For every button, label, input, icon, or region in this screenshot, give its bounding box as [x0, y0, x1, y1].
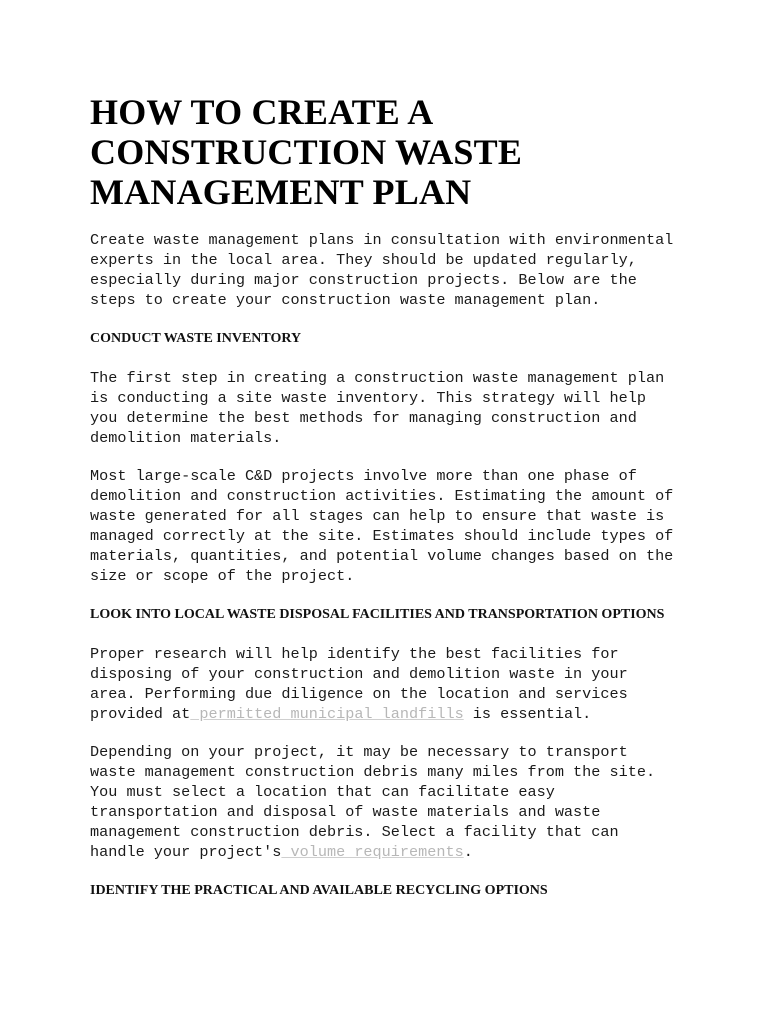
paragraph-text: Proper research will help identify the best facilities for disposing of your construction and demolition waste in your area. Performing due diligence on the location and services provided at	[90, 645, 628, 723]
paragraph-text: Depending on your project, it may be necessary to transport waste management construction debris many miles from the site. You must select a location that can facilitate easy transportation and disposal of waste materials and waste management construction debris. Select a facility that can handle your project's	[90, 743, 656, 861]
section-heading-disposal-facilities: LOOK INTO LOCAL WASTE DISPOSAL FACILITIES AND TRANSPORTATION OPTIONS	[90, 607, 665, 622]
section-heading-recycling-options: IDENTIFY THE PRACTICAL AND AVAILABLE RECYCLING OPTIONS	[90, 883, 548, 898]
volume-requirements-link[interactable]: volume requirements	[281, 843, 464, 861]
intro-paragraph: Create waste management plans in consultation with environmental experts in the local area. They should be updated regularly, especially during major construction projects. Below are the steps to create your construction waste management plan.	[90, 231, 674, 309]
permitted-landfills-link[interactable]: permitted municipal landfills	[190, 705, 464, 723]
disposal-facilities-paragraph-1	[90, 644, 680, 724]
section-heading-waste-inventory: CONDUCT WASTE INVENTORY	[90, 331, 302, 346]
paragraph-text: is essential.	[463, 705, 592, 723]
document-page	[90, 92, 680, 920]
page-title: HOW TO CREATE A CONSTRUCTION WASTE MANAGEMENT PLAN	[90, 92, 523, 212]
waste-inventory-paragraph-2: Most large-scale C&D projects involve more than one phase of demolition and construction activities. Estimating the amount of waste generated for all stages can help to ensure that waste is managed correctly at the site. Estimates should include types of materials, quantities, and potential volume changes based on the size or scope of the project.	[90, 467, 674, 585]
paragraph-text: .	[463, 843, 473, 861]
disposal-facilities-paragraph-2	[90, 742, 680, 862]
waste-inventory-paragraph-1: The first step in creating a construction waste management plan is conducting a site waste inventory. This strategy will help you determine the best methods for managing construction and demolition materials.	[90, 369, 665, 447]
